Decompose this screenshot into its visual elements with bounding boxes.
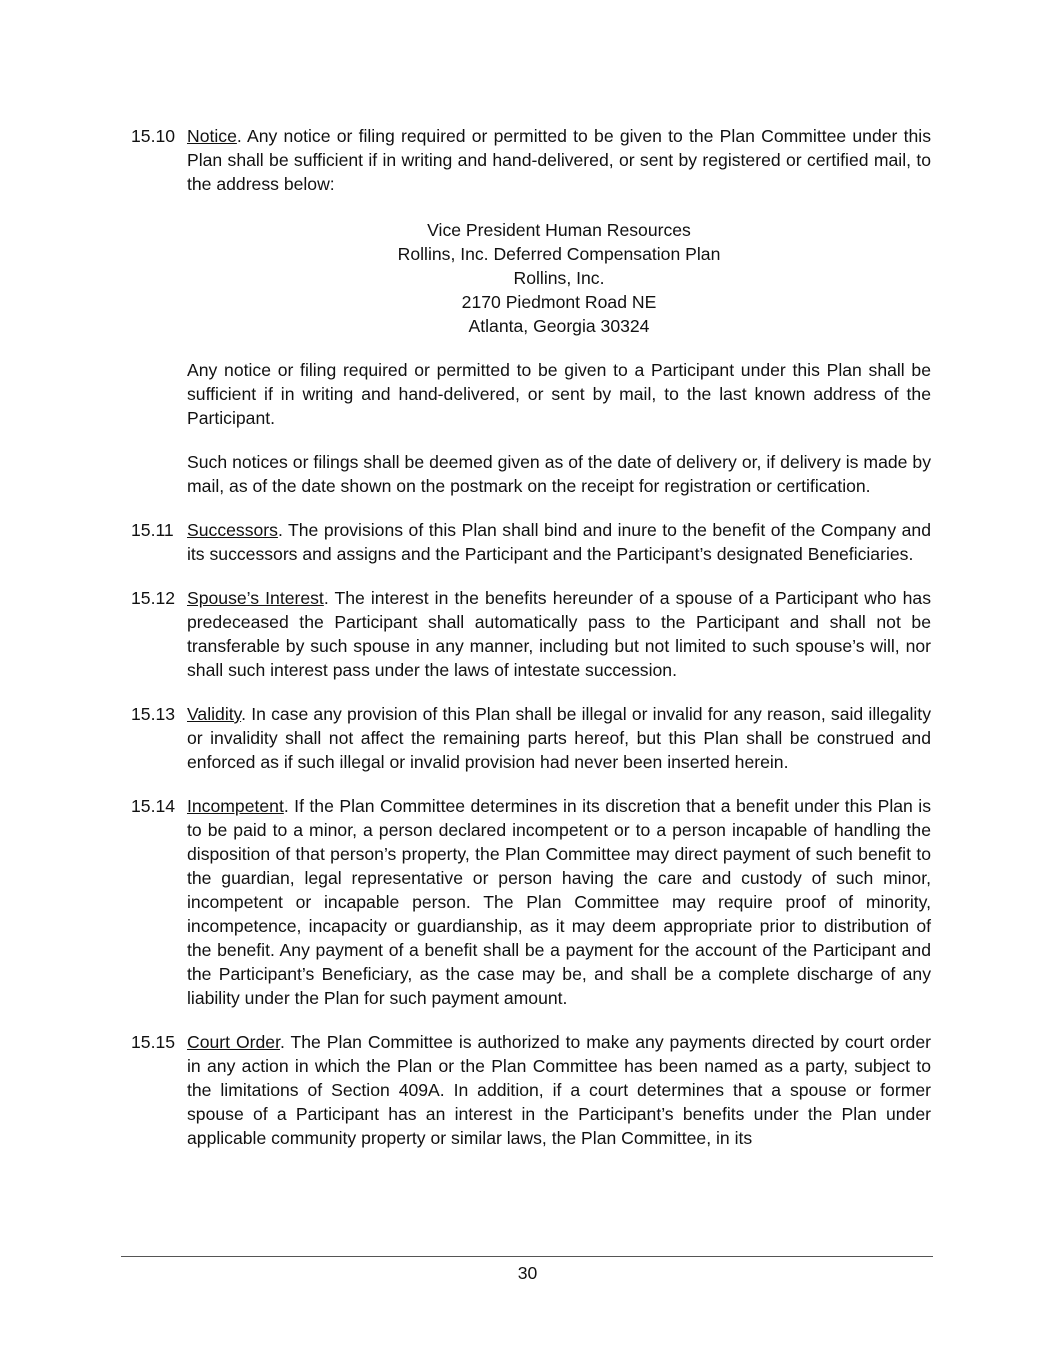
notice-participant-paragraph: Any notice or filing required or permitted to be given to a Participant under this Plan shall be sufficient if in writing and hand-delivered, or sent by mail, to the last known address of the Participant. [187,360,931,428]
section-content: . The provisions of this Plan shall bind and inure to the benefit of the Company and its successors and assigns and the Participant and the Participant’s designated Beneficiaries. [187,520,931,564]
section-content: . In case any provision of this Plan shall be illegal or invalid for any reason, said illegality or invalidity shall not affect the remaining parts hereof, but this Plan shall be construed and enforced as if such illegal or invalid provision had never been inserted herein. [187,704,931,772]
page-number: 30 [517,1263,538,1283]
mailing-address [187,218,931,338]
section-body [187,518,931,566]
section-heading: Validity [187,704,242,724]
address-line: 2170 Piedmont Road NE [461,292,657,312]
section-number: 15.15 [131,1032,176,1052]
section-body [187,1030,931,1150]
section-15-11 [131,518,931,566]
section-heading: Spouse’s Interest [187,588,324,608]
section-number: 15.11 [131,520,174,540]
section-content: . If the Plan Committee determines in its discretion that a benefit under this Plan is to be paid to a minor, a person declared incompetent or to a person incapable of handling the disposition of that person’s property, the Plan Committee may direct payment of such benefit to the guardian, legal representative or person having the care and custody of such minor, incompetent or incapable person. The Plan Committee may require proof of minority, incompetence, incapacity or guardianship, as it may deem appropriate prior to distribution of the benefit. Any payment of a benefit shall be a payment for the account of the Participant and the Participant’s Beneficiary, as the case may be, and shall be a complete discharge of any liability under the Plan for such payment amount. [187,796,931,1008]
section-number: 15.10 [131,126,176,146]
address-line: Vice President Human Resources [427,220,691,240]
section-content: . Any notice or filing required or permitted to be given to the Plan Committee under this Plan shall be sufficient if in writing and hand-delivered, or sent by registered or certified mail, to the address below: [187,126,931,194]
section-15-14 [131,794,931,1010]
address-line: Atlanta, Georgia 30324 [468,316,650,336]
section-15-13 [131,702,931,774]
section-number: 15.13 [131,704,176,724]
section-content: . The Plan Committee is authorized to make any payments directed by court order in any action in which the Plan or the Plan Committee has been named as a party, subject to the limitations of Section 409A. In addition, if a court determines that a spouse or former spouse of a Participant has an interest in the Participant’s benefits under the Plan under applicable community property or similar laws, the Plan Committee, in its [187,1032,931,1148]
address-line: Rollins, Inc. [513,268,605,288]
section-heading: Court Order [187,1032,280,1052]
section-heading: Successors [187,520,278,540]
section-heading: Incompetent [187,796,284,816]
section-15-12 [131,586,931,682]
section-number: 15.14 [131,796,176,816]
notice-delivery-paragraph: Such notices or filings shall be deemed given as of the date of delivery or, if delivery is made by mail, as of the date shown on the postmark on the receipt for registration or certification. [187,452,931,496]
section-body [187,124,931,498]
section-text [187,124,931,196]
section-15-15 [131,1030,931,1150]
section-content: . The interest in the benefits hereunder of a spouse of a Participant who has predeceased the Participant shall automatically pass to the Participant and shall not be transferable by such spouse in any manner, including but not limited to such spouse’s will, nor shall such interest pass under the laws of intestate succession. [187,588,931,680]
section-heading: Notice [187,126,237,146]
address-line: Rollins, Inc. Deferred Compensation Plan [397,244,721,264]
section-15-10 [131,124,931,498]
section-number: 15.12 [131,588,176,608]
document-body [131,124,931,1170]
section-body [187,702,931,774]
section-body [187,586,931,682]
section-body [187,794,931,1010]
footer-divider [121,1256,933,1257]
